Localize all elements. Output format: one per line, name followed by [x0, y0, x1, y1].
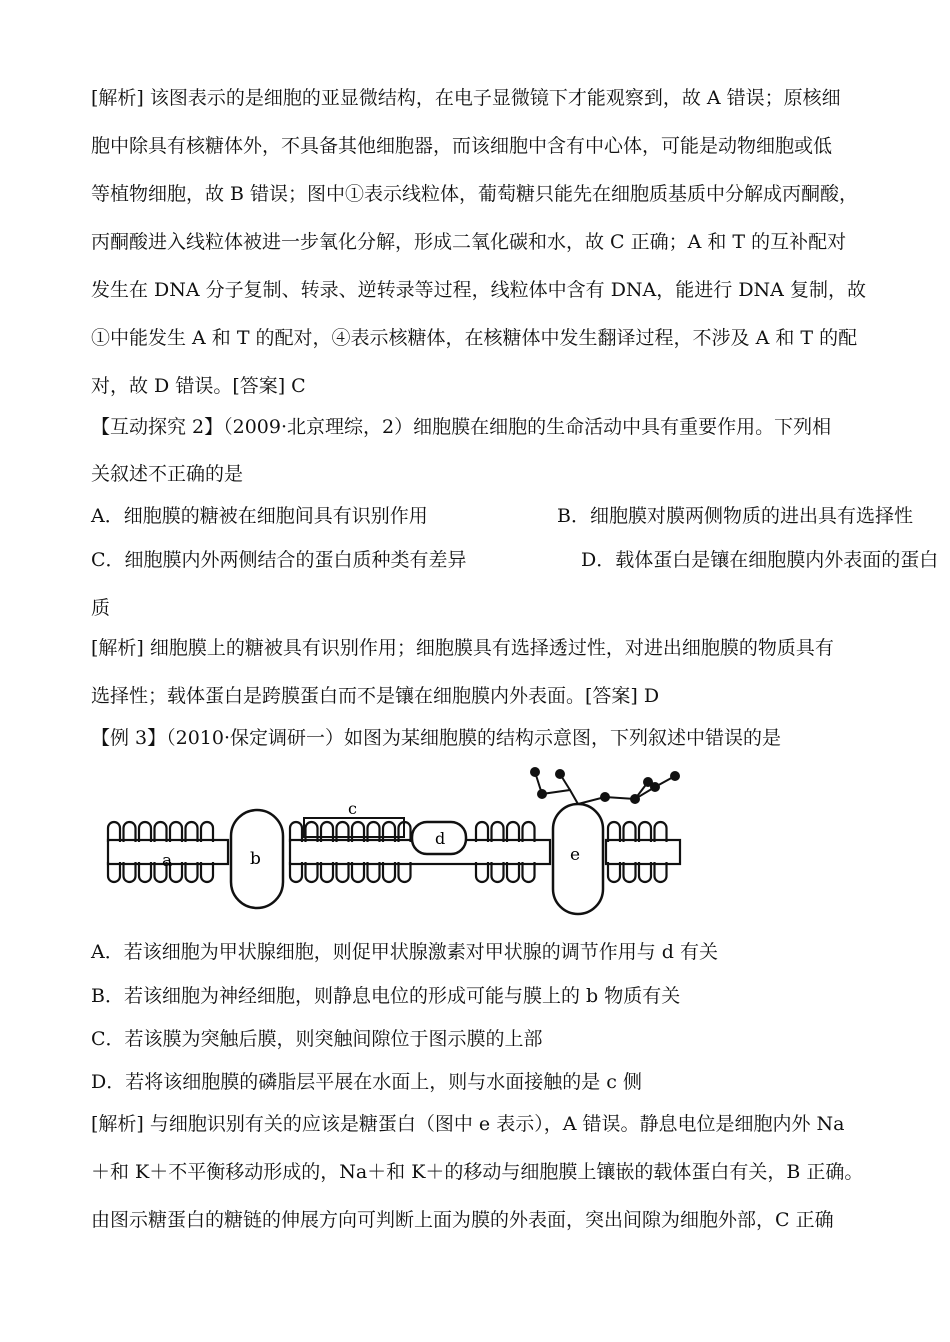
- analysis-line: [解析] 与细胞识别有关的应该是糖蛋白（图中 e 表示），A 错误。静息电位是细胞内外 Na: [91, 1113, 845, 1135]
- label-b: b: [250, 849, 261, 869]
- label-d: d: [435, 829, 446, 848]
- cell-membrane-diagram: [100, 762, 700, 922]
- option-row: [91, 548, 939, 572]
- analysis-line: 胞中除具有核糖体外，不具备其他细胞器，而该细胞中含有中心体，可能是动物细胞或低: [91, 135, 833, 157]
- box-c: [304, 818, 404, 837]
- option-c: C．细胞膜内外两侧结合的蛋白质种类有差异: [91, 549, 467, 571]
- option-b: B．若该细胞为神经细胞，则静息电位的形成可能与膜上的 b 物质有关: [91, 985, 681, 1007]
- analysis-line: 等植物细胞，故 B 错误；图中①表示线粒体，葡萄糖只能先在细胞质基质中分解成丙酮酸，: [91, 183, 859, 205]
- analysis-line: ①中能发生 A 和 T 的配对，④表示核糖体，在核糖体中发生翻译过程，不涉及 A 和 T 的配: [91, 327, 858, 349]
- sugar-chain: [531, 768, 679, 804]
- analysis-line: ＋和 K＋不平衡移动形成的，Na＋和 K＋的移动与细胞膜上镶嵌的载体蛋白有关，B 正确。: [91, 1161, 864, 1183]
- option-d: D．载体蛋白是镶在细胞膜内外表面的蛋白: [581, 549, 939, 571]
- option-d: D．若将该细胞膜的磷脂层平展在水面上，则与水面接触的是 c 侧: [91, 1071, 642, 1093]
- option-d-continued: 质: [91, 597, 111, 619]
- analysis-line: 由图示糖蛋白的糖链的伸展方向可判断上面为膜的外表面，突出间隙为细胞外部，C 正确: [91, 1209, 834, 1231]
- option-row: [91, 504, 913, 528]
- question-title: 【互动探究 2】（2009·北京理综，2）细胞膜在细胞的生命活动中具有重要作用。下列相: [91, 416, 832, 438]
- label-c: c: [348, 799, 357, 818]
- option-a: A．若该细胞为甲状腺细胞，则促甲状腺激素对甲状腺的调节作用与 d 有关: [91, 941, 718, 963]
- question-title: 关叙述不正确的是: [91, 463, 244, 485]
- option-b: B．细胞膜对膜两侧物质的进出具有选择性: [557, 505, 913, 527]
- analysis-line: 丙酮酸进入线粒体被进一步氧化分解，形成二氧化碳和水，故 C 正确；A 和 T 的互补配对: [91, 231, 847, 253]
- analysis-line: [解析] 细胞膜上的糖被具有识别作用；细胞膜具有选择透过性，对进出细胞膜的物质具有: [91, 637, 834, 659]
- analysis-line: 发生在 DNA 分子复制、转录、逆转录等过程，线粒体中含有 DNA，能进行 DNA 复制，故: [91, 279, 866, 301]
- analysis-line: 对，故 D 错误。[答案] C: [91, 375, 306, 397]
- option-a: A．细胞膜的糖被在细胞间具有识别作用: [91, 505, 428, 527]
- analysis-line: [解析] 该图表示的是细胞的亚显微结构，在电子显微镜下才能观察到，故 A 错误；原核细: [91, 87, 841, 109]
- option-c: C．若该膜为突触后膜，则突触间隙位于图示膜的上部: [91, 1028, 543, 1050]
- label-e: e: [570, 845, 581, 865]
- label-a: a: [162, 851, 173, 871]
- analysis-line: 选择性；载体蛋白是跨膜蛋白而不是镶在细胞膜内外表面。[答案] D: [91, 685, 660, 707]
- example-title: 【例 3】（2010·保定调研一）如图为某细胞膜的结构示意图，下列叙述中错误的是: [91, 727, 782, 749]
